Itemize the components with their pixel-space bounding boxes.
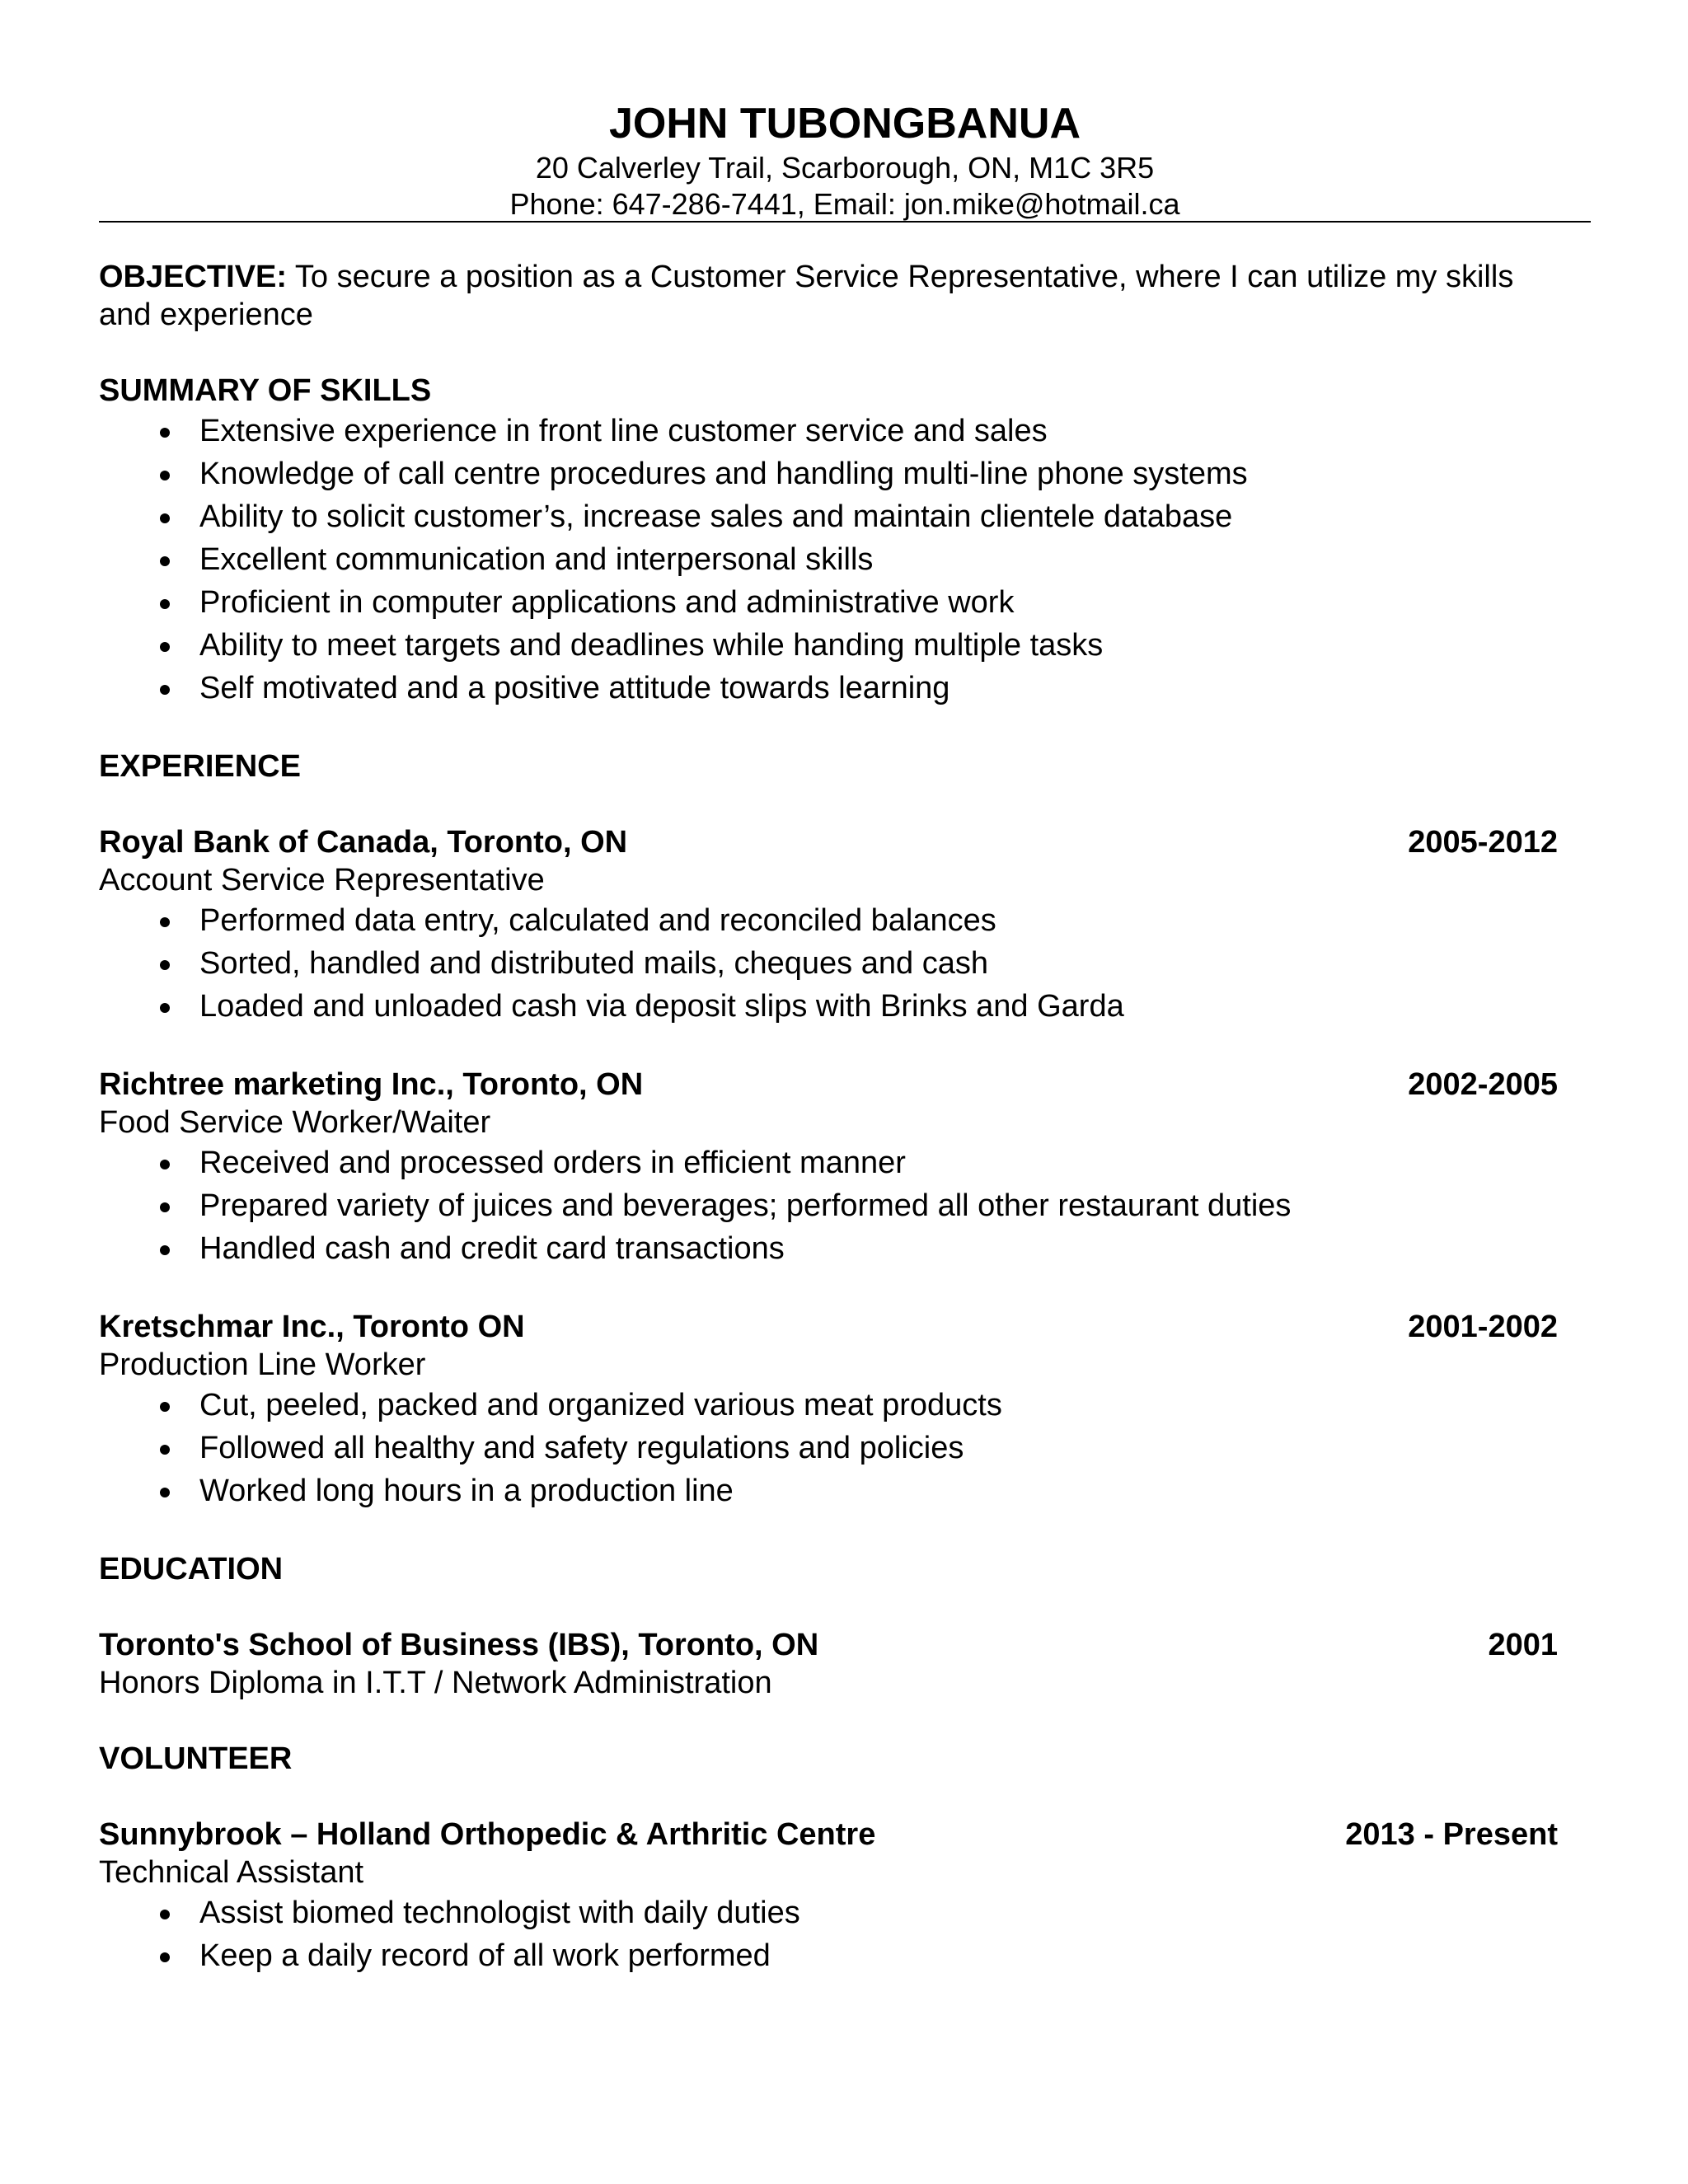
bullet-icon [160, 1245, 170, 1255]
job-role: Production Line Worker [99, 1347, 426, 1382]
skills-heading: SUMMARY OF SKILLS [99, 373, 432, 408]
volunteer-org: Sunnybrook – Holland Orthopedic & Arthritic Centre [99, 1817, 876, 1852]
bullet-icon [160, 1402, 170, 1412]
school-name: Toronto's School of Business (IBS), Toronto, ON [99, 1628, 819, 1662]
volunteer-header [99, 1816, 1558, 1854]
skill-item [99, 538, 1558, 581]
education-heading: EDUCATION [99, 1552, 284, 1586]
volunteer-entry [99, 1816, 1558, 1977]
duty-text: Assist biomed technologist with daily duties [199, 1896, 800, 1930]
candidate-name: JOHN TUBONGBANUA [609, 100, 1081, 148]
job-entry [99, 1066, 1558, 1270]
resume-body [99, 258, 1558, 1977]
bullet-icon [160, 1445, 170, 1455]
skill-item [99, 624, 1558, 667]
duty-item [99, 985, 1558, 1028]
duty-text: Keep a daily record of all work performed [199, 1938, 771, 1973]
duty-text: Handled cash and credit card transactions [199, 1231, 785, 1266]
credential: Honors Diploma in I.T.T / Network Administration [99, 1666, 772, 1700]
skill-item [99, 667, 1558, 710]
skill-item [99, 495, 1558, 538]
job-dates: 2002-2005 [1408, 1067, 1558, 1102]
bullet-icon [160, 642, 170, 652]
volunteer-dates: 2013 - Present [1345, 1817, 1558, 1852]
job-duties [99, 1384, 1558, 1512]
duty-item [99, 1227, 1558, 1270]
volunteer-duties [99, 1891, 1558, 1977]
phone-email-line: Phone: 647-286-7441, Email: jon.mike@hotmail.ca [509, 187, 1180, 221]
duty-text: Prepared variety of juices and beverages; performed all other restaurant duties [199, 1188, 1292, 1223]
bullet-icon [160, 428, 170, 438]
header-divider [99, 221, 1591, 223]
job-dates: 2005-2012 [1408, 825, 1558, 860]
duty-text: Worked long hours in a production line [199, 1474, 734, 1508]
job-header [99, 823, 1558, 861]
job-duties [99, 1141, 1558, 1270]
skill-text: Knowledge of call centre procedures and handling multi-line phone systems [199, 457, 1248, 491]
duty-item [99, 1891, 1558, 1934]
employer-name: Kretschmar Inc., Toronto ON [99, 1310, 525, 1344]
volunteer-heading: VOLUNTEER [99, 1741, 293, 1776]
education-year: 2001 [1488, 1628, 1558, 1662]
duty-item [99, 942, 1558, 985]
skill-text: Ability to solicit customer’s, increase sales and maintain clientele database [199, 499, 1233, 534]
employer-name: Royal Bank of Canada, Toronto, ON [99, 825, 628, 860]
duty-text: Loaded and unloaded cash via deposit slips with Brinks and Garda [199, 989, 1124, 1024]
job-header [99, 1066, 1558, 1104]
job-dates: 2001-2002 [1408, 1310, 1558, 1344]
job-role: Food Service Worker/Waiter [99, 1105, 491, 1140]
duty-text: Cut, peeled, packed and organized various meat products [199, 1388, 1002, 1422]
objective-label: OBJECTIVE: [99, 260, 288, 294]
skill-item [99, 581, 1558, 624]
bullet-icon [160, 1160, 170, 1169]
bullet-icon [160, 471, 170, 480]
bullet-icon [160, 1003, 170, 1013]
job-header [99, 1308, 1558, 1346]
skill-item [99, 452, 1558, 495]
skill-text: Excellent communication and interpersonal skills [199, 542, 874, 577]
bullet-icon [160, 1910, 170, 1919]
job-entry [99, 823, 1558, 1028]
skill-text: Extensive experience in front line customer service and sales [199, 414, 1048, 448]
employer-name: Richtree marketing Inc., Toronto, ON [99, 1067, 644, 1102]
duty-item [99, 899, 1558, 942]
duty-item [99, 1384, 1558, 1427]
objective-text: To secure a position as a Customer Service Representative, where I can utilize my skills and experience [99, 260, 1514, 332]
education-entry [99, 1626, 1558, 1702]
skill-text: Self motivated and a positive attitude towards learning [199, 671, 950, 705]
skill-item [99, 410, 1558, 452]
bullet-icon [160, 1202, 170, 1212]
education-header [99, 1626, 1558, 1664]
objective-paragraph [99, 258, 1558, 334]
bullet-icon [160, 1952, 170, 1962]
job-duties [99, 899, 1558, 1028]
duty-text: Sorted, handled and distributed mails, cheques and cash [199, 946, 988, 981]
duty-item [99, 1141, 1558, 1184]
duty-item [99, 1934, 1558, 1977]
skill-text: Proficient in computer applications and administrative work [199, 585, 1015, 620]
skill-text: Ability to meet targets and deadlines while handing multiple tasks [199, 628, 1104, 663]
job-entry [99, 1308, 1558, 1512]
experience-heading: EXPERIENCE [99, 749, 301, 784]
duty-text: Performed data entry, calculated and reconciled balances [199, 903, 996, 938]
duty-item [99, 1184, 1558, 1227]
job-role: Account Service Representative [99, 863, 545, 898]
duty-text: Received and processed orders in efficient manner [199, 1146, 906, 1180]
address-line: 20 Calverley Trail, Scarborough, ON, M1C 3R5 [535, 151, 1155, 185]
resume-header [99, 97, 1591, 223]
duty-item [99, 1427, 1558, 1469]
bullet-icon [160, 556, 170, 566]
skills-list [99, 410, 1558, 710]
bullet-icon [160, 960, 170, 970]
bullet-icon [160, 1488, 170, 1497]
bullet-icon [160, 685, 170, 695]
volunteer-role: Technical Assistant [99, 1855, 364, 1890]
duty-item [99, 1469, 1558, 1512]
bullet-icon [160, 917, 170, 927]
bullet-icon [160, 513, 170, 523]
duty-text: Followed all healthy and safety regulations and policies [199, 1431, 964, 1465]
bullet-icon [160, 599, 170, 609]
